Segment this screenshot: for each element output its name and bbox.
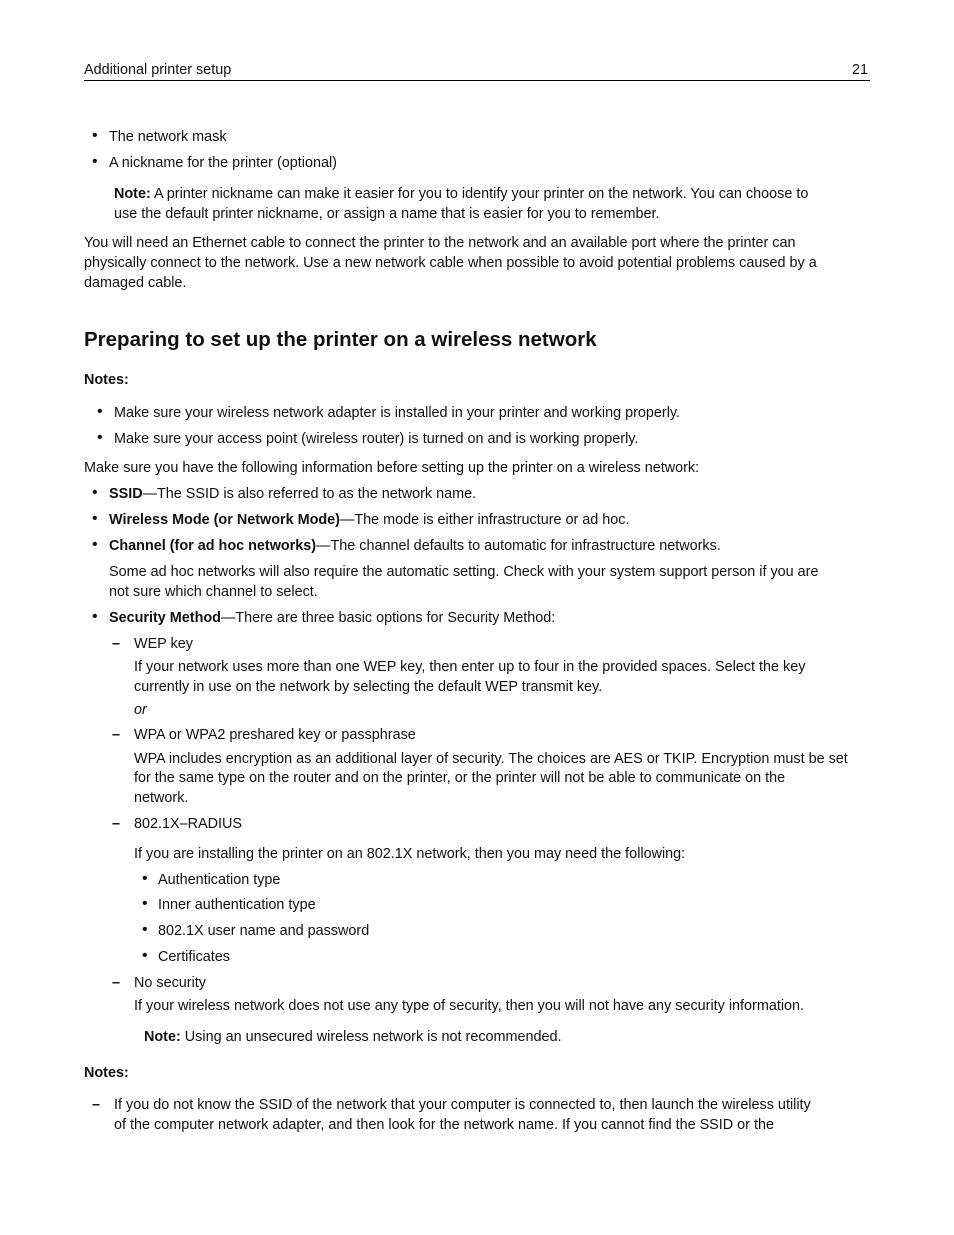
option-label: No security [134, 975, 206, 991]
list-item-security [109, 608, 555, 628]
bullet-icon: • [92, 608, 98, 625]
list-item: Make sure your access point (wireless router) is turned on and is working properly. [114, 431, 639, 447]
paragraph-line: If your network uses more than one WEP key, then enter up to four in the provided spaces. Select the key [134, 659, 806, 675]
paragraph-line: damaged cable. [84, 275, 187, 291]
or-text: or [134, 702, 147, 718]
paragraph-line: WPA includes encryption as an additional layer of security. The choices are AES or TKIP. Encryption must be set [134, 751, 848, 767]
bullet-icon: • [92, 127, 98, 144]
definition: —There are three basic options for Security Method: [220, 610, 556, 626]
option-label: WPA or WPA2 preshared key or passphrase [134, 727, 416, 743]
paragraph-line: If your wireless network does not use any type of security, then you will not have any security information. [134, 998, 805, 1014]
dash-icon: – [92, 1097, 101, 1113]
list-item: Certificates [158, 949, 230, 965]
paragraph-line: You will need an Ethernet cable to connect the printer to the network and an available port where the printer can [84, 235, 796, 251]
note-text: A printer nickname can make it easier for you to identify your printer on the network. You can choose to [150, 186, 809, 202]
definition: —The SSID is also referred to as the network name. [142, 486, 477, 502]
paragraph-line: physically connect to the network. Use a new network cable when possible to avoid potential problems caused by a [84, 255, 817, 271]
definition: —The channel defaults to automatic for infrastructure networks. [316, 538, 721, 554]
list-item: The network mask [109, 129, 227, 145]
dash-icon: – [112, 727, 121, 743]
header-rule [84, 80, 870, 81]
section-heading: Preparing to set up the printer on a wireless network [84, 328, 597, 351]
paragraph-line: If you are installing the printer on an 802.1X network, then you may need the following: [134, 846, 686, 862]
list-item: Inner authentication type [158, 897, 316, 913]
note-text: Using an unsecured wireless network is not recommended. [180, 1029, 562, 1045]
option-label: 802.1X–RADIUS [134, 816, 242, 832]
paragraph-line: If you do not know the SSID of the network that your computer is connected to, then launch the wireless utility [114, 1097, 811, 1113]
paragraph-line: Make sure you have the following information before setting up the printer on a wireless network: [84, 460, 700, 476]
page-number: 21 [852, 62, 869, 78]
term: Channel (for ad hoc networks) [109, 538, 317, 554]
note-paragraph [144, 1027, 562, 1047]
bullet-icon: • [97, 403, 103, 420]
list-item: Make sure your wireless network adapter is installed in your printer and working properly. [114, 405, 681, 421]
bullet-icon: • [92, 484, 98, 501]
option-label: WEP key [134, 636, 193, 652]
list-item: 802.1X user name and password [158, 923, 370, 939]
bullet-icon: • [142, 921, 148, 938]
list-item-channel [109, 536, 721, 556]
bullet-icon: • [97, 429, 103, 446]
note-text-line: use the default printer nickname, or assign a name that is easier for you to remember. [114, 206, 660, 222]
list-item-ssid [109, 484, 476, 504]
notes-label: Notes: [84, 1065, 129, 1081]
bullet-icon: • [142, 870, 148, 887]
paragraph-line: of the computer network adapter, and then look for the network name. If you cannot find the SSID or the [114, 1117, 774, 1133]
list-item: Authentication type [158, 872, 281, 888]
paragraph-line: not sure which channel to select. [109, 584, 318, 600]
note-label: Note: [144, 1029, 181, 1045]
note-label: Note: [114, 186, 151, 202]
term: SSID [109, 486, 143, 502]
bullet-icon: • [142, 947, 148, 964]
dash-icon: – [112, 816, 121, 832]
bullet-icon: • [92, 510, 98, 527]
running-header-title: Additional printer setup [84, 62, 232, 78]
dash-icon: – [112, 636, 121, 652]
bullet-icon: • [92, 153, 98, 170]
note-paragraph [114, 184, 808, 204]
list-item-mode [109, 510, 630, 530]
bullet-icon: • [92, 536, 98, 553]
paragraph-line: Some ad hoc networks will also require the automatic setting. Check with your system support person if you are [109, 564, 819, 580]
list-item: A nickname for the printer (optional) [109, 155, 337, 171]
dash-icon: – [112, 975, 121, 991]
notes-label: Notes: [84, 372, 129, 388]
term: Wireless Mode (or Network Mode) [109, 512, 340, 528]
term: Security Method [109, 610, 221, 626]
paragraph-line: for the same type on the router and on the printer, or the printer will not be able to communicate on the [134, 770, 786, 786]
bullet-icon: • [142, 895, 148, 912]
paragraph-line: currently in use on the network by selecting the default WEP transmit key. [134, 679, 603, 695]
definition: —The mode is either infrastructure or ad hoc. [339, 512, 630, 528]
paragraph-line: network. [134, 790, 189, 806]
